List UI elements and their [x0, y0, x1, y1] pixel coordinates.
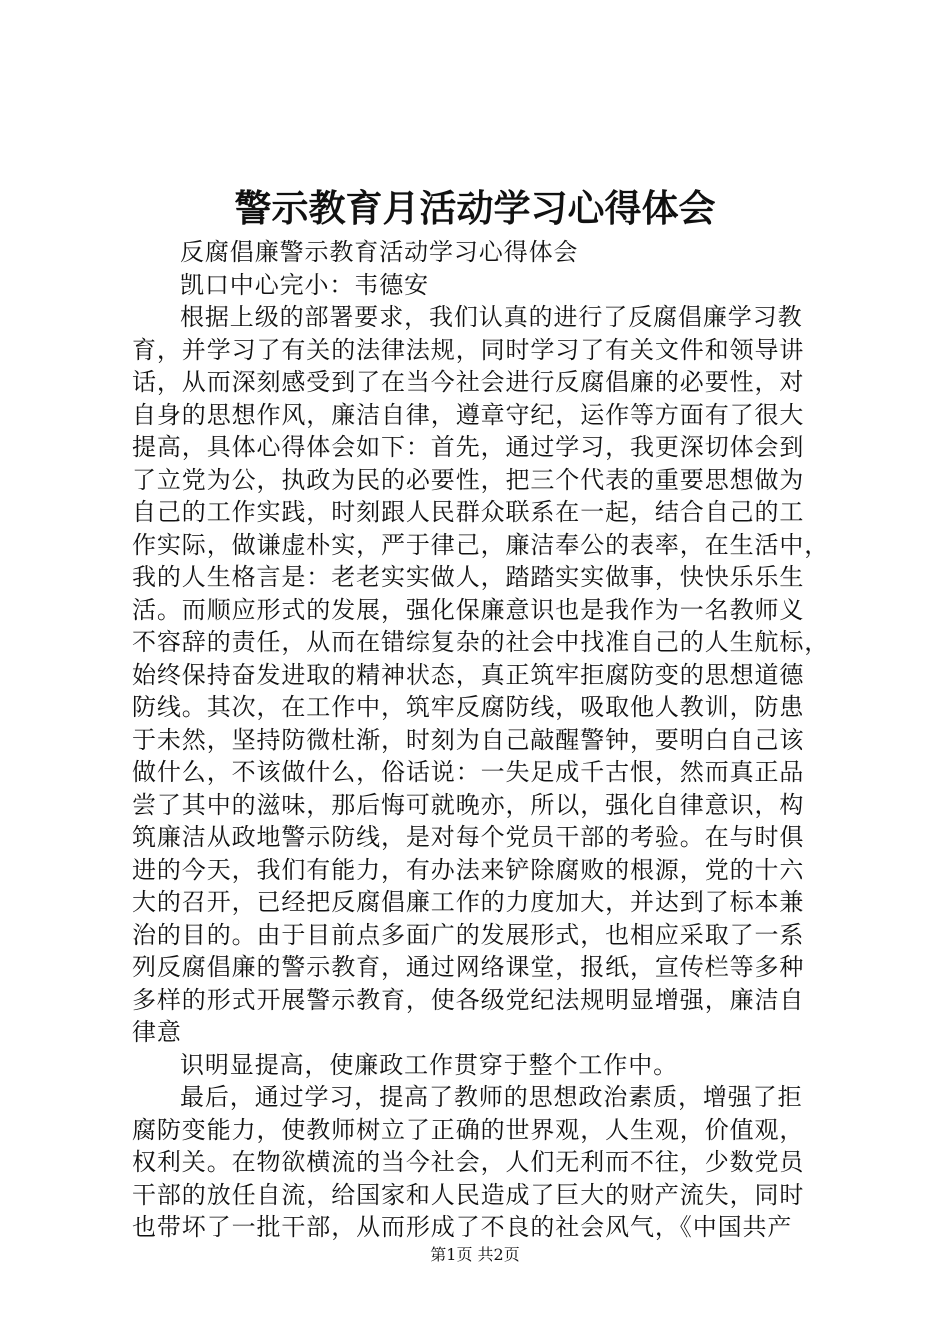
- body-line: 识明显提高，使廉政工作贯穿于整个工作中。: [180, 1050, 678, 1079]
- body-line: 了立党为公，执政为民的必要性，把三个代表的重要思想做为: [132, 465, 805, 494]
- body-line: 凯口中心完小：韦德安: [180, 270, 429, 299]
- body-line: 尝了其中的滋味，那后悔可就晚亦，所以，强化自律意识，构: [132, 790, 805, 819]
- body-line: 育，并学习了有关的法律法规，同时学习了有关文件和领导讲: [132, 335, 805, 364]
- body-line: 筑廉洁从政地警示防线，是对每个党员干部的考验。在与时俱: [132, 823, 805, 851]
- body-line: 律意: [132, 1018, 182, 1046]
- body-line: 根据上级的部署要求，我们认真的进行了反腐倡廉学习教: [180, 303, 803, 331]
- body-line: 治的目的。由于目前点多面广的发展形式，也相应采取了一系: [132, 920, 805, 949]
- body-line: 也带坏了一批干部，从而形成了不良的社会风气，《中国共产: [132, 1213, 793, 1241]
- body-line: 多样的形式开展警示教育，使各级党纪法规明显增强，廉洁自: [132, 985, 805, 1014]
- body-line: 权利关。在物欲横流的当今社会，人们无利而不往，少数党员: [132, 1148, 805, 1176]
- body-line: 活。而顺应形式的发展，强化保廉意识也是我作为一名教师义: [132, 595, 805, 624]
- document-title: 警示教育月活动学习心得体会: [234, 187, 716, 230]
- body-line: 最后，通过学习，提高了教师的思想政治素质，增强了拒: [180, 1083, 803, 1111]
- body-line: 自身的思想作风，廉洁自律，遵章守纪，运作等方面有了很大: [132, 400, 805, 429]
- document-body: [132, 236, 832, 1244]
- body-line: 防线。其次，在工作中，筑牢反腐防线，吸取他人教训，防患: [132, 693, 805, 721]
- body-line: 做什么，不该做什么，俗话说：一失足成千古恨，然而真正品: [132, 758, 805, 786]
- body-line: 作实际，做谦虚朴实，严于律己，廉洁奉公的表率，在生活中，: [132, 530, 830, 559]
- body-line: 不容辞的责任，从而在错综复杂的社会中找准自己的人生航标，: [132, 628, 830, 656]
- body-line: 于未然，坚持防微杜渐，时刻为自己敲醒警钟，要明白自己该: [132, 725, 805, 754]
- body-line: 进的今天，我们有能力，有办法来铲除腐败的根源，党的十六: [132, 855, 805, 884]
- page-footer: 第1页 共2页: [430, 1245, 520, 1264]
- body-line: 我的人生格言是：老老实实做人，踏踏实实做事，快快乐乐生: [132, 563, 805, 591]
- body-line: 自己的工作实践，时刻跟人民群众联系在一起，结合自己的工: [132, 498, 805, 526]
- body-line: 大的召开，已经把反腐倡廉工作的力度加大，并达到了标本兼: [132, 888, 805, 916]
- body-line: 提高，具体心得体会如下：首先，通过学习，我更深切体会到: [132, 433, 805, 461]
- body-line: 反腐倡廉警示教育活动学习心得体会: [180, 238, 579, 266]
- body-line: 话，从而深刻感受到了在当今社会进行反腐倡廉的必要性，对: [132, 368, 805, 396]
- body-line: 始终保持奋发进取的精神状态，真正筑牢拒腐防变的思想道德: [132, 660, 805, 689]
- body-line: 列反腐倡廉的警示教育，通过网络课堂，报纸，宣传栏等多种: [132, 953, 805, 981]
- body-line: 腐防变能力，使教师树立了正确的世界观，人生观，价值观，: [132, 1115, 805, 1144]
- body-line: 干部的放任自流，给国家和人民造成了巨大的财产流失，同时: [132, 1180, 805, 1209]
